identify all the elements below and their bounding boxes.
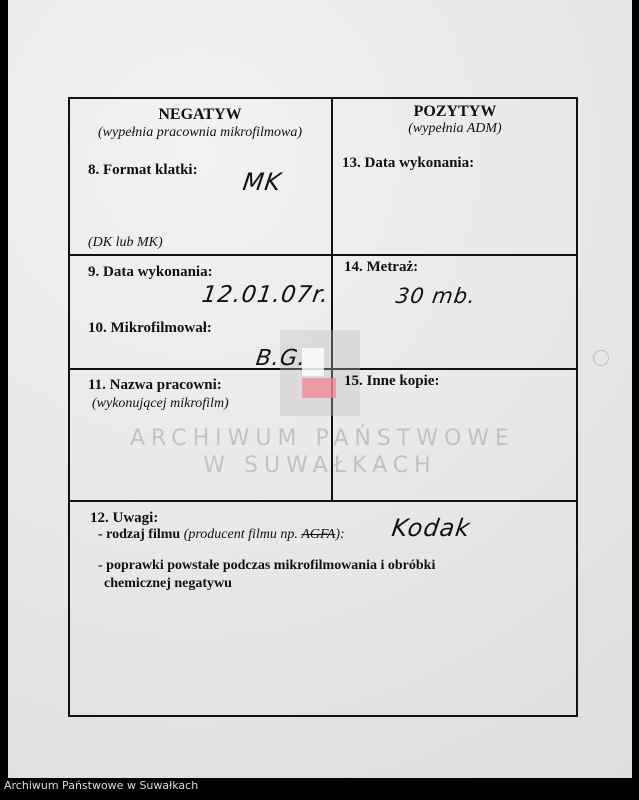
negatyw-subtitle: (wypełnia pracownia mikrofilmowa) (97, 125, 303, 140)
format-label: 8. Format klatki: (88, 162, 198, 178)
date-label: 9. Data wykonania: (88, 264, 213, 280)
lab-label: 11. Nazwa pracowni: (88, 377, 222, 393)
pozytyw-subtitle: (wypełnia ADM) (408, 121, 502, 136)
archive-footer: Archiwum Państwowe w Suwałkach (4, 779, 199, 792)
film-type-line (98, 527, 345, 543)
film-type-value: Kodak (390, 514, 473, 542)
film-type-label: - rodzaj filmu (98, 527, 181, 542)
date-value: 12.01.07r. (200, 282, 331, 308)
format-hint: (DK lub MK) (88, 235, 163, 250)
corrections-line2: chemicznej negatywu (104, 576, 232, 591)
length-label: 14. Metraż: (344, 259, 419, 275)
row-divider-1 (69, 254, 577, 256)
punch-hole (593, 350, 609, 366)
film-type-hint-suffix: ): (335, 527, 345, 542)
pozytyw-title: POZYTYW (413, 103, 497, 120)
positive-date-label: 13. Data wykonania: (342, 155, 475, 171)
filmed-by-value: B.G. (254, 346, 308, 371)
copies-label: 15. Inne kopie: (344, 373, 440, 389)
film-type-hint-struck: AGFA (301, 527, 336, 542)
remarks-label: 12. Uwagi: (90, 510, 159, 526)
filmed-by-label: 10. Mikrofilmował: (88, 320, 212, 336)
format-value: MK (241, 168, 284, 196)
length-value: 30 mb. (394, 284, 478, 308)
corrections-line1: - poprawki powstałe podczas mikrofilmowania i obróbki (98, 558, 436, 573)
watermark-line1: ARCHIWUM PAŃSTWOWE (130, 426, 515, 451)
watermark-line2: W SUWAŁKACH (203, 453, 437, 478)
negatyw-title: NEGATYW (158, 106, 242, 123)
row-divider-3 (69, 500, 577, 502)
lab-hint: (wykonującej mikrofilm) (92, 396, 229, 411)
film-type-hint-prefix: (producent filmu np. (183, 527, 298, 542)
